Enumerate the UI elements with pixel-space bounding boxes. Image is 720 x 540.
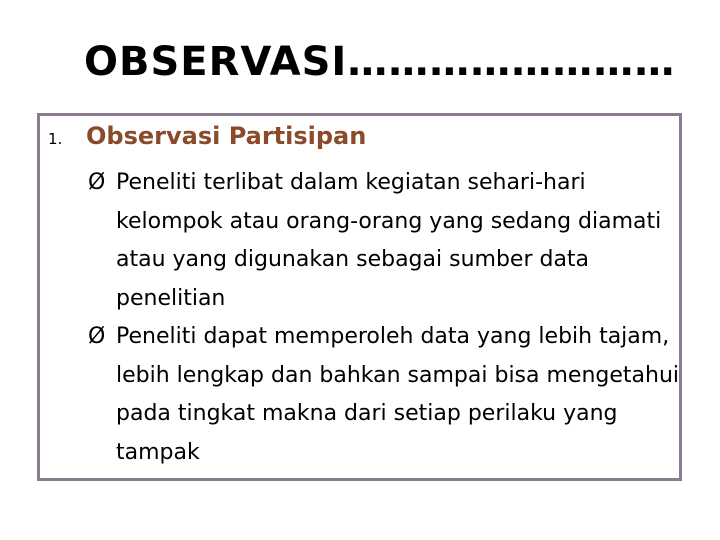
bullet-item	[86, 318, 682, 472]
bullet-list	[86, 164, 682, 472]
item-number: 1.	[48, 130, 63, 148]
bullet-text: Peneliti dapat memperoleh data yang lebih tajam, lebih lengkap dan bahkan sampai bisa mengetahui pada tingkat makna dari setiap perilaku yang tampak	[116, 324, 680, 465]
section-heading: Observasi Partisipan	[86, 122, 367, 150]
bullet-item	[86, 164, 682, 318]
bullet-text: Peneliti terlibat dalam kegiatan sehari-hari kelompok atau orang-orang yang sedang diamati atau yang digunakan sebagai sumber data penelitian	[116, 170, 662, 311]
arrow-bullet-icon: Ø	[88, 324, 106, 349]
slide-title: OBSERVASI……………………	[84, 39, 676, 85]
arrow-bullet-icon: Ø	[88, 170, 106, 195]
